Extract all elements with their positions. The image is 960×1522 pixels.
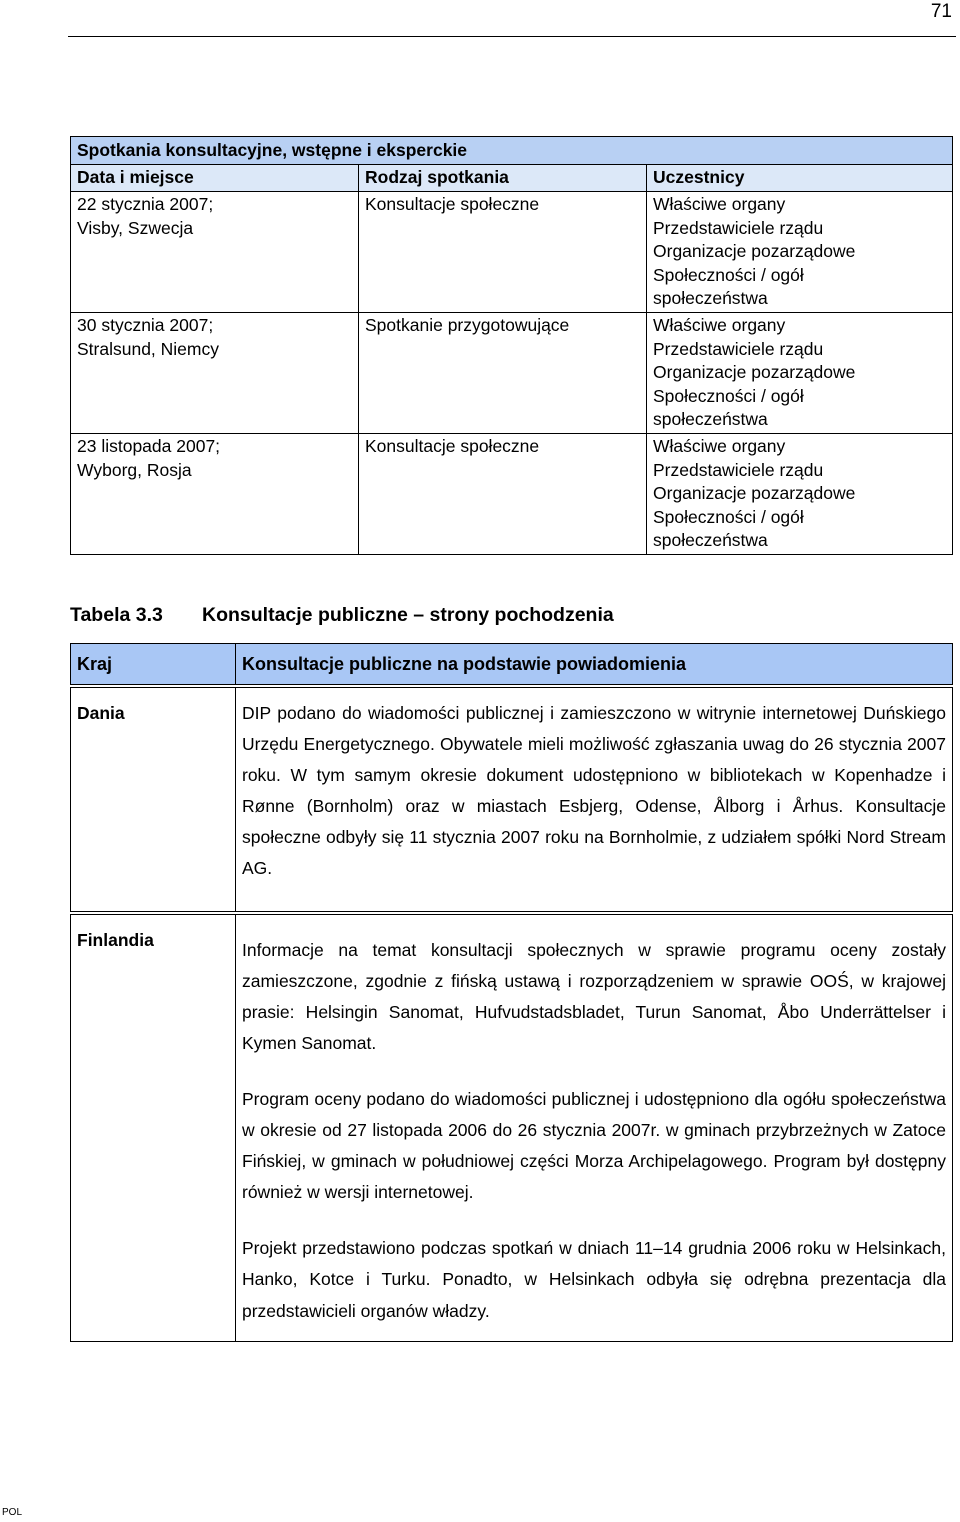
- consultation-text-cell: [236, 688, 953, 912]
- paragraph: Program oceny podano do wiadomości publicznej i udostępniono dla ogółu społeczeństwa w okresie od 27 listopada 2006 do 26 stycznia 2007r. w gminach przybrzeżnych w Zatoce Fińskiej, w gminach w południowej części Morza Archipelagowego. Program był dostępny również w wersji internetowej.: [242, 1088, 946, 1203]
- participant-item: Społeczności / ogół: [653, 264, 804, 285]
- participant-item: Organizacje pozarządowe: [653, 483, 856, 504]
- participant-item: społeczeństwa: [653, 288, 768, 309]
- participants-cell: [647, 312, 953, 433]
- date-place-cell: [71, 433, 359, 554]
- participants-cell: [647, 433, 953, 554]
- participant-item: Właściwe organy: [653, 435, 786, 456]
- meeting-type-cell: Konsultacje społeczne: [359, 433, 647, 554]
- column-header-consultations: Konsultacje publiczne na podstawie powiadomienia: [236, 644, 953, 685]
- date-text: 22 stycznia 2007;: [77, 194, 214, 214]
- table-title: Spotkania konsultacyjne, wstępne i eksperckie: [71, 137, 953, 165]
- date-text: 30 stycznia 2007;: [77, 314, 214, 335]
- participant-item: społeczeństwa: [653, 409, 768, 430]
- place-text: Stralsund, Niemcy: [77, 338, 219, 359]
- column-header-country: Kraj: [71, 644, 236, 685]
- participant-item: Właściwe organy: [653, 314, 786, 335]
- page-number: 71: [930, 1, 952, 22]
- consultation-meetings-table: [70, 136, 953, 555]
- column-header-meeting-type: Rodzaj spotkania: [359, 165, 647, 192]
- country-cell: Dania: [71, 688, 236, 912]
- place-text: Visby, Szwecja: [77, 217, 194, 238]
- participant-item: Organizacje pozarządowe: [653, 241, 856, 262]
- meeting-type-cell: Spotkanie przygotowujące: [359, 312, 647, 433]
- participant-item: Organizacje pozarządowe: [653, 362, 856, 383]
- table-caption-title: Konsultacje publiczne – strony pochodzenia: [202, 604, 614, 626]
- table-row: [71, 914, 953, 1341]
- table-row: [71, 312, 953, 433]
- paragraph: Projekt przedstawiono podczas spotkań w dniach 11–14 grudnia 2006 roku w Helsinkach, Hanko, Kotce i Turku. Ponadto, w Helsinkach odbyła się odrębna prezentacja dla przedstawicieli organów władzy.: [242, 1238, 946, 1321]
- country-cell: Finlandia: [71, 914, 236, 1341]
- table-header-row: [71, 165, 953, 192]
- date-place-cell: [71, 192, 359, 313]
- date-text: 23 listopada 2007;: [77, 435, 221, 456]
- participants-cell: [647, 192, 953, 313]
- paragraph: DIP podano do wiadomości publicznej i zamieszczono w witrynie internetowej Duńskiego Urzędu Energetycznego. Obywatele mieli możliwość zgłaszania uwag do 26 stycznia 2007 roku. W tym samym okresie dokument udostępniono w bibliotekach w Kopenhadze i Rønne (Bornholm) oraz w miastach Esbjerg, Odense, Ålborg i Århus. Konsultacje społeczne odbyły się 11 stycznia 2007 roku na Bornholmie, z udziałem spółki Nord Stream AG.: [242, 703, 946, 879]
- table-row: [71, 688, 953, 912]
- table-caption-label: Tabela 3.3: [70, 604, 163, 626]
- participant-item: Właściwe organy: [653, 194, 786, 214]
- participant-item: społeczeństwa: [653, 530, 768, 551]
- participant-item: Przedstawiciele rządu: [653, 459, 824, 480]
- participant-item: Społeczności / ogół: [653, 506, 804, 527]
- footer-language-code: POL: [2, 1507, 23, 1518]
- consultation-text-cell: [236, 914, 953, 1341]
- place-text: Wyborg, Rosja: [77, 459, 192, 480]
- date-place-cell: [71, 312, 359, 433]
- table-row: [71, 192, 953, 313]
- participant-item: Społeczności / ogół: [653, 385, 804, 406]
- paragraph: Informacje na temat konsultacji społecznych w sprawie programu oceny zostały zamieszczone, zgodnie z fińską ustawą i rozporządzeniem w sprawie OOŚ, w krajowej prasie: Helsingin Sanomat, Hufvudstadsbladet, Turun Sanomat, Åbo Underrättelser i Kymen Sanomat.: [242, 939, 946, 1053]
- participant-item: Przedstawiciele rządu: [653, 338, 824, 359]
- table-title-row: [71, 137, 953, 165]
- public-consultations-table: [70, 643, 953, 1342]
- table-header-row: [71, 644, 953, 685]
- table-row: [71, 433, 953, 554]
- table-caption: [70, 602, 614, 628]
- column-header-date-place: Data i miejsce: [71, 165, 359, 192]
- participant-item: Przedstawiciele rządu: [653, 217, 824, 238]
- meeting-type-cell: Konsultacje społeczne: [359, 192, 647, 313]
- column-header-participants: Uczestnicy: [647, 165, 953, 192]
- header-rule: [68, 36, 956, 37]
